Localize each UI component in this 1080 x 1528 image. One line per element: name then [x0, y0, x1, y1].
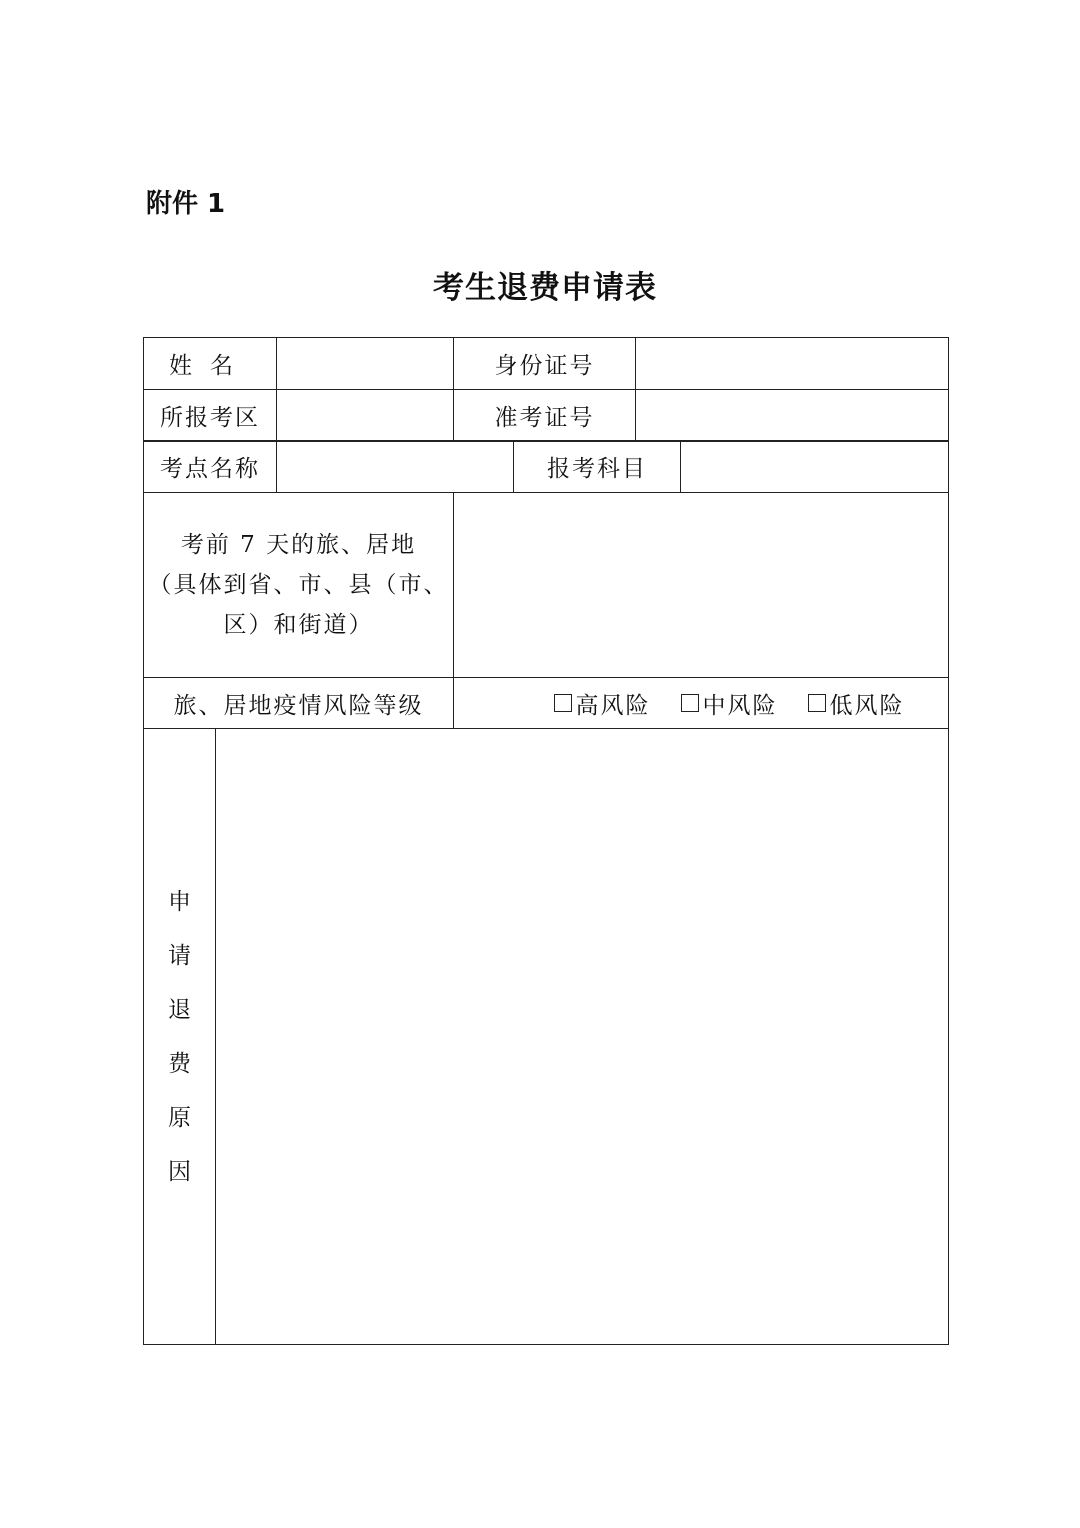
- name-label: 姓名: [143, 337, 277, 390]
- id-number-field[interactable]: [635, 337, 949, 390]
- attachment-label: 附件 1: [146, 189, 226, 219]
- admission-ticket-field[interactable]: [635, 389, 949, 442]
- travel-history-label: 考前 7 天的旅、居地 （具体到省、市、县（市、 区）和街道）: [143, 492, 454, 678]
- risk-level-label: 旅、居地疫情风险等级: [143, 677, 454, 729]
- checkbox-icon[interactable]: [681, 694, 699, 712]
- admission-ticket-label: 准考证号: [453, 389, 636, 442]
- form-title: 考生退费申请表: [433, 270, 657, 306]
- risk-level-options: [453, 677, 949, 729]
- exam-subject-label: 报考科目: [513, 440, 681, 493]
- exam-area-field[interactable]: [276, 389, 454, 442]
- risk-option-medium[interactable]: 中风险: [681, 687, 778, 720]
- exam-subject-field[interactable]: [680, 440, 949, 493]
- exam-site-field[interactable]: [276, 440, 514, 493]
- refund-reason-label: 申 请 退 费 原 因: [143, 728, 216, 1345]
- refund-reason-field[interactable]: [215, 728, 949, 1345]
- checkbox-icon[interactable]: [808, 694, 826, 712]
- risk-option-high[interactable]: 高风险: [554, 687, 651, 720]
- checkbox-icon[interactable]: [554, 694, 572, 712]
- id-number-label: 身份证号: [453, 337, 636, 390]
- travel-history-field[interactable]: [453, 492, 949, 678]
- exam-site-label: 考点名称: [143, 440, 277, 493]
- name-field[interactable]: [276, 337, 454, 390]
- exam-area-label: 所报考区: [143, 389, 277, 442]
- risk-option-low[interactable]: 低风险: [808, 687, 905, 720]
